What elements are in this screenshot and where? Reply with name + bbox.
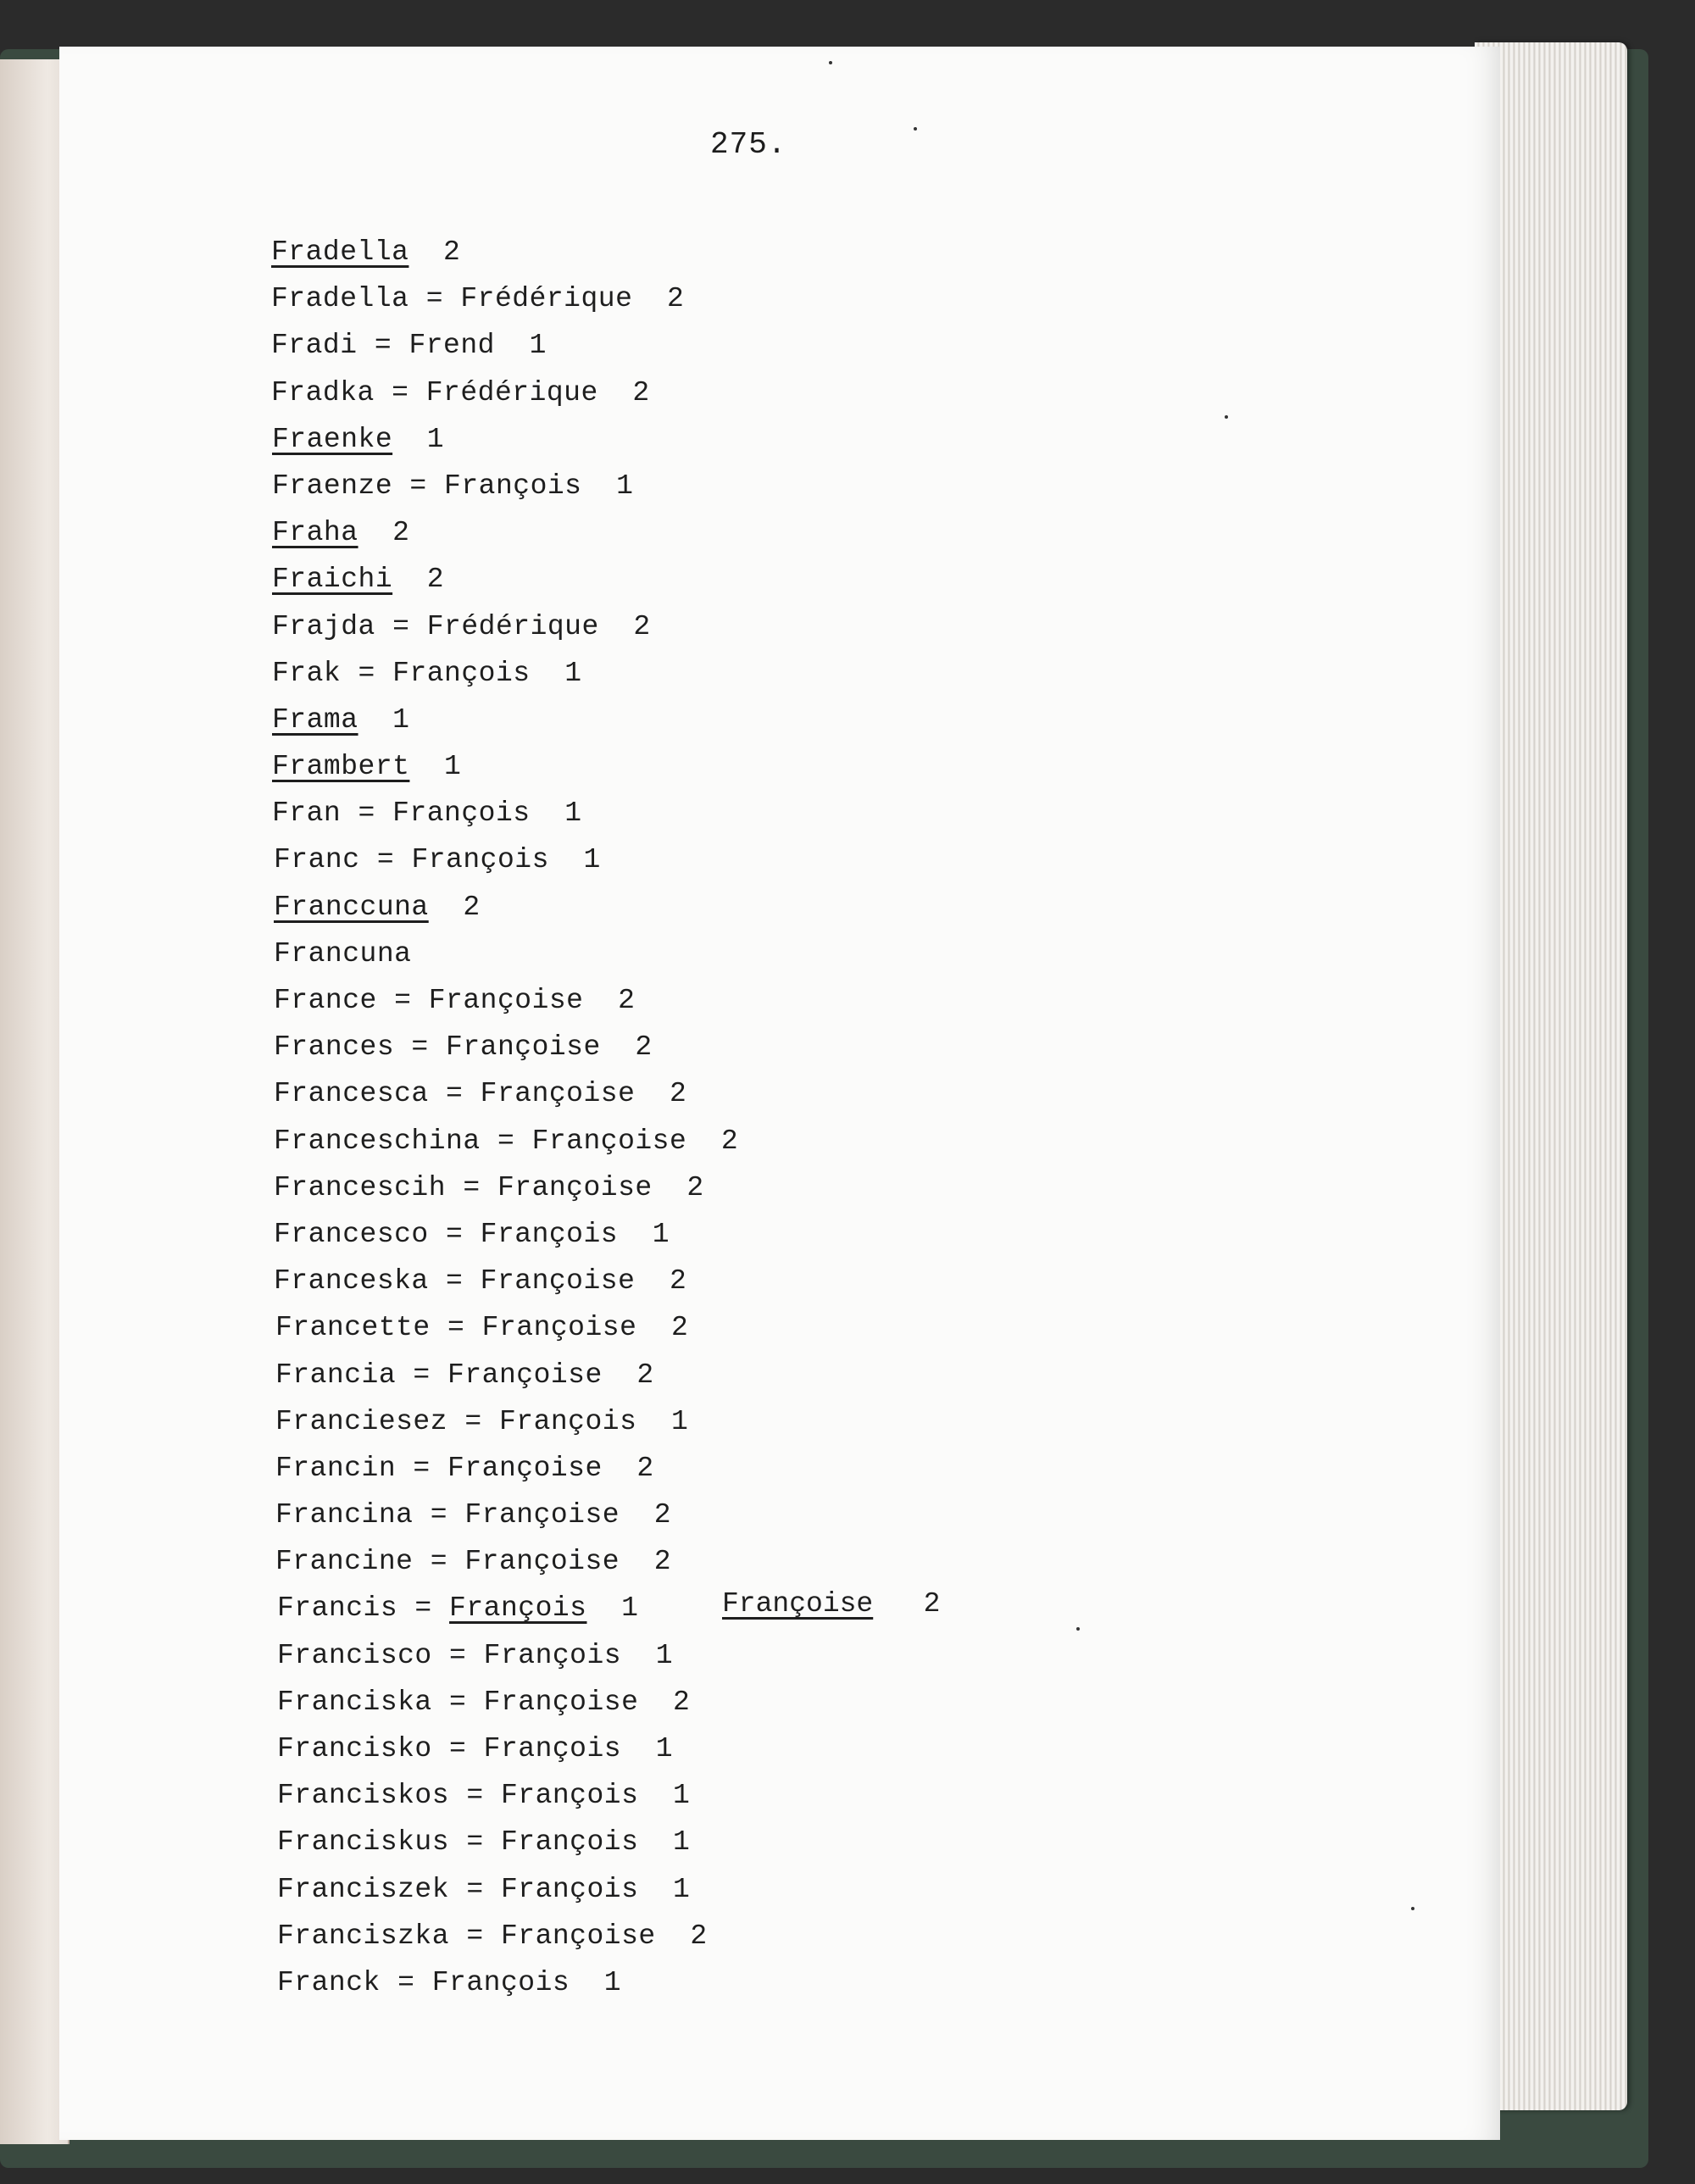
entry-count: 2 (720, 1125, 739, 1157)
name-entry (271, 936, 1034, 982)
entry-name: Franciszek (277, 1873, 450, 1905)
entry-target: François (498, 1405, 637, 1437)
entry-target: Françoise (500, 1920, 656, 1952)
entry-equals: = (449, 1873, 501, 1905)
name-entry (271, 609, 1034, 655)
entry-name: France (274, 985, 377, 1016)
entry-count: 1 (392, 703, 410, 736)
entry-target: François (411, 844, 549, 876)
entry-gap (581, 470, 616, 502)
entry-gap (638, 1780, 673, 1811)
name-entry (271, 655, 1034, 702)
name-entry (271, 514, 1034, 561)
ink-speck (1411, 1907, 1414, 1910)
entry-name: Francia (275, 1359, 397, 1391)
entry-gap (656, 1920, 691, 1952)
entry-target: François (449, 1592, 587, 1625)
entry-gap (599, 611, 634, 642)
entry-name: Fraenze (272, 470, 393, 502)
entry-equals: = (430, 1312, 482, 1344)
entry-equals: = (428, 1078, 481, 1110)
entry-count: 1 (621, 1592, 639, 1625)
name-entry (271, 1918, 1034, 1964)
name-entry (271, 1075, 1034, 1122)
entry-name: Fradella (271, 236, 409, 268)
entry-name: Francuna (274, 937, 412, 970)
entry-count: 2 (463, 891, 481, 923)
entry-gap (586, 1592, 621, 1624)
name-entry (271, 1403, 1034, 1450)
entry-gap (531, 797, 565, 829)
name-entry (271, 1263, 1034, 1309)
entry-gap (620, 1499, 654, 1531)
entry-target: François (500, 1826, 639, 1859)
entry-count: 1 (564, 797, 582, 830)
entry-equals: = (408, 283, 461, 315)
name-entry (271, 1871, 1034, 1918)
entry-count: 1 (652, 1218, 670, 1250)
ink-speck (829, 61, 832, 64)
entry-count: 1 (655, 1733, 674, 1764)
entry-gap (570, 1967, 604, 1998)
entry-gap (638, 1826, 673, 1858)
entry-target: Frédérique (460, 283, 633, 315)
entry-name: Frances (274, 1031, 395, 1064)
entry-count: 2 (636, 1359, 654, 1391)
entry-equals: = (359, 844, 412, 876)
entry-equals: = (431, 1686, 484, 1718)
name-entry (271, 748, 1034, 795)
entry-gap (638, 1874, 673, 1905)
name-entry (271, 889, 1034, 936)
entry-count: 2 (426, 564, 445, 596)
entry-count: 1 (655, 1639, 674, 1671)
entry-target: Françoise (464, 1499, 620, 1531)
entry-name: Francis (277, 1592, 398, 1625)
entry-target: François (500, 1780, 639, 1812)
entry-equals: = (480, 1125, 532, 1157)
entry-name: Fraenke (272, 423, 393, 455)
entry-equals: = (380, 1966, 432, 1998)
entry-equals: = (341, 797, 393, 830)
name-entry-list (271, 234, 1034, 2011)
entry-count: 2 (635, 1031, 653, 1064)
entry-equals: = (449, 1826, 501, 1859)
entry-target: Frédérique (426, 610, 599, 642)
entry-name: Francisco (277, 1639, 432, 1671)
entry-count: 2 (671, 1312, 689, 1344)
name-entry (271, 1777, 1034, 1824)
name-entry (271, 327, 1034, 374)
entry-equals: = (413, 1546, 465, 1578)
entry-count: 2 (636, 1452, 654, 1484)
entry-equals: = (428, 1265, 481, 1298)
name-entry (271, 1029, 1034, 1075)
entry-name: Franciska (277, 1686, 432, 1718)
entry-gap (620, 1546, 654, 1577)
name-entry (271, 561, 1034, 608)
entry-gap (429, 892, 464, 923)
entry-count: 1 (673, 1780, 691, 1812)
name-entry (271, 281, 1034, 327)
entry-target: François (444, 470, 582, 502)
side-heading-name: Françoise (722, 1588, 874, 1620)
name-entry (271, 1357, 1034, 1403)
entry-name: Fradi (271, 330, 358, 362)
entry-gap (632, 283, 667, 314)
entry-name: Francette (275, 1312, 431, 1344)
entry-count: 2 (653, 1546, 672, 1578)
entry-equals: = (396, 1359, 448, 1391)
entry-count: 1 (583, 844, 601, 876)
entry-gap (621, 1733, 656, 1764)
name-entry (271, 1684, 1034, 1731)
entry-gap (409, 751, 444, 782)
entry-gap (603, 1453, 637, 1484)
entry-name: Franc (274, 844, 360, 876)
entry-name: Francina (275, 1499, 414, 1531)
name-entry (271, 842, 1034, 888)
entry-name: Frama (272, 703, 358, 736)
entry-count: 1 (564, 657, 582, 689)
entry-gap (618, 1219, 653, 1250)
name-entry (271, 1543, 1034, 1590)
entry-name: Fraichi (272, 564, 393, 596)
entry-count: 2 (673, 1686, 691, 1718)
entry-gap (358, 517, 393, 548)
entry-name: Francescih (274, 1171, 447, 1203)
entry-gap (603, 1359, 637, 1391)
entry-equals: = (447, 1405, 499, 1437)
page-number: 275. (710, 127, 787, 162)
name-entry (271, 421, 1034, 468)
entry-name: Frajda (272, 610, 375, 642)
entry-name: Francin (275, 1452, 397, 1484)
entry-gap (653, 1172, 687, 1203)
entry-target: Françoise (497, 1171, 653, 1203)
name-entry (271, 1123, 1034, 1170)
entry-count: 2 (670, 1265, 687, 1298)
ink-speck (914, 127, 917, 131)
entry-name: Franceschina (274, 1125, 481, 1157)
entry-equals: = (392, 470, 445, 502)
entry-target: Françoise (447, 1359, 603, 1391)
entry-target: François (500, 1873, 639, 1905)
entry-target: Frédérique (425, 376, 598, 408)
side-heading-gap (873, 1588, 923, 1620)
entry-gap (635, 1265, 670, 1297)
entry-target: Françoise (428, 985, 584, 1016)
name-entry (271, 982, 1034, 1029)
entry-gap (531, 658, 565, 689)
name-entry (271, 1216, 1034, 1263)
entry-gap (621, 1640, 656, 1671)
entry-count: 2 (632, 376, 650, 408)
name-entry (271, 1964, 1034, 2011)
name-entry (271, 468, 1034, 514)
entry-count: 2 (392, 517, 410, 549)
name-entry (271, 1824, 1034, 1870)
entry-target: François (483, 1639, 622, 1671)
entry-gap (495, 330, 530, 361)
entry-gap (392, 424, 427, 455)
entry-equals: = (413, 1499, 465, 1531)
entry-count: 1 (444, 751, 462, 783)
entry-name: Frambert (272, 751, 410, 783)
entry-count: 2 (670, 1078, 687, 1110)
entry-equals: = (397, 1592, 450, 1625)
entry-target: Françoise (447, 1452, 603, 1484)
entry-count: 2 (690, 1920, 708, 1952)
name-entry (271, 1637, 1034, 1684)
entry-equals: = (394, 1031, 447, 1064)
entry-equals: = (449, 1920, 501, 1952)
entry-equals: = (396, 1452, 448, 1484)
entry-equals: = (374, 376, 426, 408)
entry-equals: = (341, 657, 393, 689)
entry-name: Fraha (272, 517, 358, 549)
name-entry (271, 702, 1034, 748)
entry-gap (638, 1687, 673, 1718)
name-entry (271, 1731, 1034, 1777)
entry-equals: = (431, 1639, 484, 1671)
entry-name: Fran (272, 797, 342, 830)
entry-target: François (392, 657, 531, 689)
entry-equals: = (376, 985, 429, 1016)
name-entry (271, 375, 1034, 421)
entry-name: Franck (277, 1966, 381, 1998)
entry-name: Franciesez (275, 1405, 448, 1437)
entry-gap (408, 236, 443, 268)
entry-name: Francine (275, 1546, 414, 1578)
entry-gap (583, 985, 618, 1016)
entry-gap (392, 564, 427, 595)
entry-count: 1 (529, 330, 547, 362)
name-entry (271, 1309, 1034, 1356)
name-entry (271, 1170, 1034, 1216)
side-heading (722, 1586, 940, 1623)
entry-target: Françoise (480, 1078, 636, 1110)
entry-count: 1 (673, 1873, 691, 1905)
entry-count: 1 (616, 470, 634, 502)
name-entry (271, 234, 1034, 281)
entry-name: Francesco (274, 1218, 429, 1250)
entry-name: Frak (272, 657, 342, 689)
entry-target: Françoise (464, 1546, 620, 1578)
entry-target: Françoise (480, 1265, 636, 1298)
name-entry (271, 1450, 1034, 1497)
entry-name: Franciskos (277, 1780, 450, 1812)
name-entry (271, 795, 1034, 842)
entry-count: 2 (633, 610, 651, 642)
entry-target: François (392, 797, 531, 830)
entry-equals: = (375, 610, 427, 642)
entry-count: 2 (443, 236, 461, 268)
entry-count: 2 (618, 985, 636, 1016)
entry-target: Françoise (446, 1031, 601, 1064)
entry-target: Françoise (531, 1125, 687, 1157)
entry-count: 1 (673, 1826, 691, 1859)
entry-gap (549, 844, 584, 875)
entry-count: 2 (667, 283, 685, 315)
entry-target: François (483, 1733, 622, 1764)
entry-count: 2 (653, 1499, 672, 1531)
ink-speck (1076, 1627, 1080, 1631)
entry-count: 1 (671, 1405, 689, 1437)
entry-target: François (431, 1966, 570, 1998)
entry-gap (358, 704, 393, 736)
entry-name: Franceska (274, 1265, 429, 1298)
entry-name: Francisko (277, 1733, 432, 1764)
entry-target: Françoise (483, 1686, 639, 1718)
entry-equals: = (449, 1780, 501, 1812)
entry-gap (635, 1078, 670, 1109)
entry-gap (686, 1125, 721, 1157)
entry-count: 2 (686, 1171, 704, 1203)
entry-target: Françoise (481, 1312, 637, 1344)
ink-speck (1225, 415, 1228, 419)
side-heading-count: 2 (923, 1588, 941, 1620)
entry-gap (636, 1406, 671, 1437)
entry-name: Francesca (274, 1078, 429, 1110)
entry-name: Franccuna (274, 891, 429, 923)
entry-equals: = (357, 330, 409, 362)
entry-target: François (480, 1218, 619, 1250)
entry-gap (601, 1031, 636, 1063)
entry-target: Frend (408, 330, 495, 362)
entry-count: 1 (603, 1966, 622, 1998)
entry-gap (636, 1312, 671, 1343)
entry-name: Franciskus (277, 1826, 450, 1859)
entry-name: Fradka (271, 376, 375, 408)
entry-equals: = (428, 1218, 481, 1250)
entry-name: Fradella (271, 283, 409, 315)
name-entry (271, 1497, 1034, 1543)
entry-count: 1 (426, 423, 445, 455)
entry-gap (598, 377, 633, 408)
entry-equals: = (446, 1171, 497, 1203)
entry-equals: = (431, 1733, 484, 1764)
entry-name: Franciszka (277, 1920, 450, 1952)
